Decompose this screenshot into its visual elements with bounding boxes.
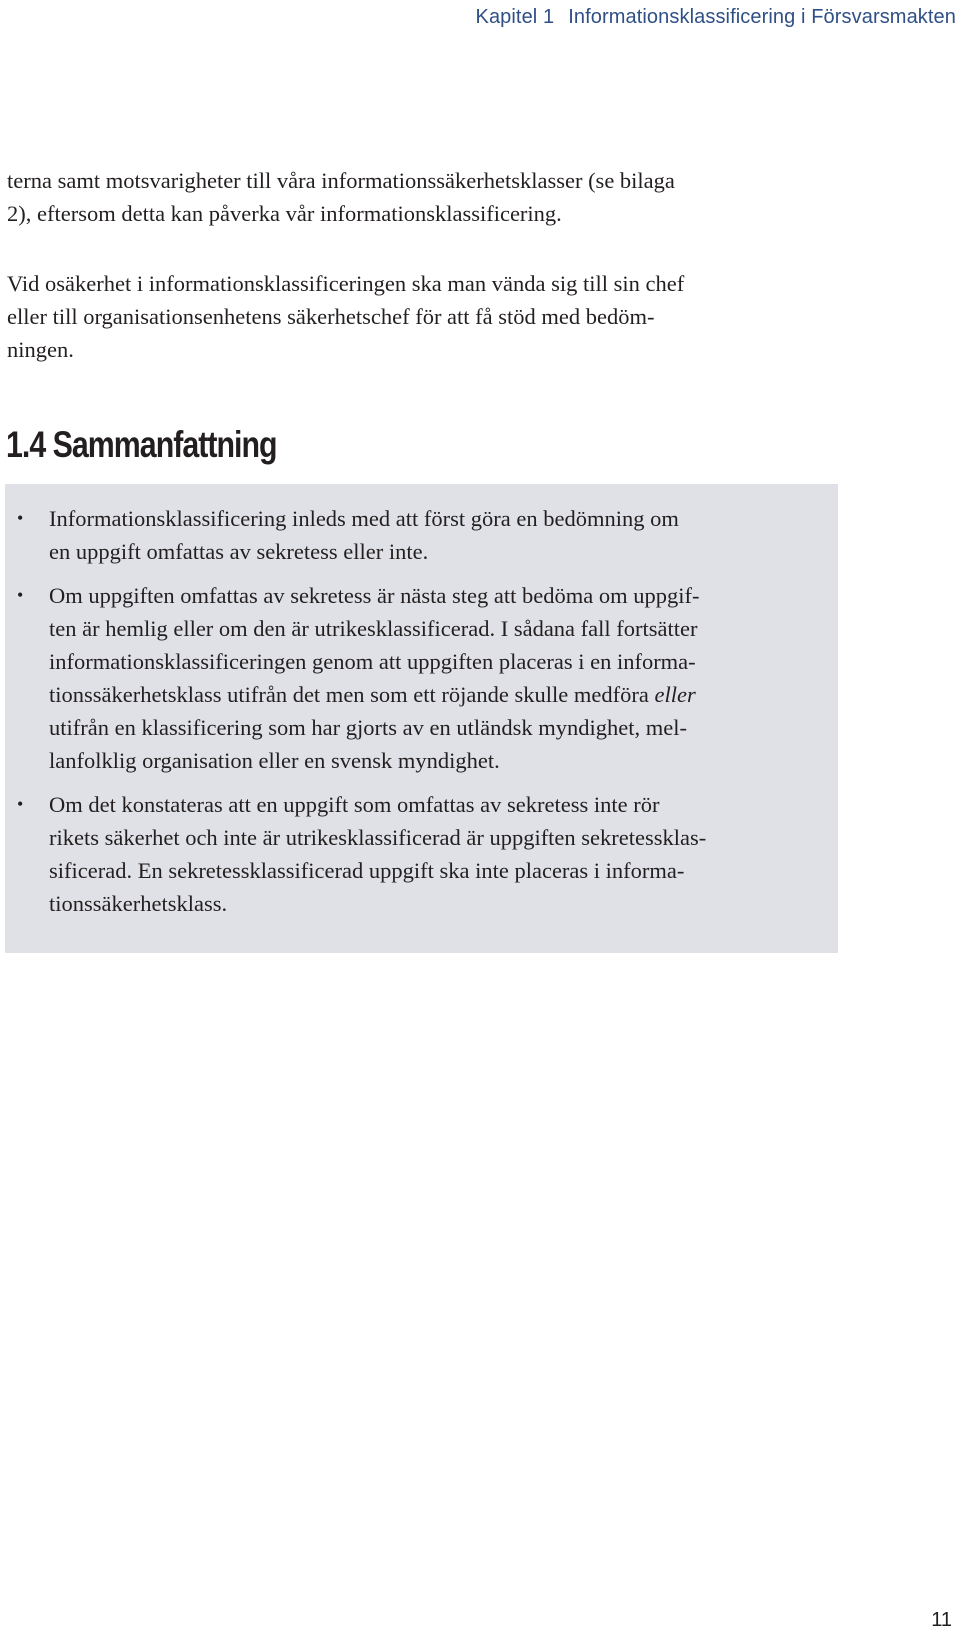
text-line: sificerad. En sekretessklassificerad uppgift ska inte placeras i informa-	[49, 858, 685, 883]
page-number: 11	[931, 1609, 952, 1631]
text-line: informationsklassificeringen genom att uppgiften placeras i en informa-	[49, 649, 696, 674]
bullet-icon: •	[17, 585, 24, 605]
text-line: lanfolklig organisation eller en svensk myndighet.	[49, 748, 500, 773]
text-line: en uppgift omfattas av sekretess eller inte.	[49, 539, 429, 564]
summary-list	[5, 502, 838, 931]
text-line: eller till organisationsenhetens säkerhetschef för att få stöd med bedöm-	[7, 304, 655, 329]
emphasis-word: eller	[654, 682, 696, 707]
bullet-icon: •	[17, 794, 24, 814]
text-line: Om uppgiften omfattas av sekretess är nästa steg att bedöma om uppgif-	[49, 583, 700, 608]
text-line: Vid osäkerhet i informationsklassificeringen ska man vända sig till sin chef	[7, 271, 685, 296]
summary-box	[5, 484, 838, 953]
section-heading: 1.4 Sammanfattning	[6, 424, 277, 465]
text-line: terna samt motsvarigheter till våra informationssäkerhetsklasser (se bilaga	[7, 168, 675, 193]
text-line: ningen.	[7, 337, 74, 362]
text-line: rikets säkerhet och inte är utrikesklassificerad är uppgiften sekretessklas-	[49, 825, 707, 850]
chapter-title: Informationsklassificering i Försvarsmakten	[568, 6, 956, 28]
text-line: 2), eftersom detta kan påverka vår informationsklassificering.	[7, 201, 562, 226]
text-line: utifrån en klassificering som har gjorts av en utländsk myndighet, mel-	[49, 715, 687, 740]
list-item	[5, 579, 838, 777]
text-line: Om det konstateras att en uppgift som omfattas av sekretess inte rör	[49, 792, 660, 817]
text-line: Informationsklassificering inleds med att först göra en bedömning om	[49, 506, 679, 531]
chapter-label: Kapitel 1	[475, 6, 555, 28]
body-paragraph	[7, 267, 837, 366]
text-line: ten är hemlig eller om den är utrikesklassificerad. I sådana fall fortsätter	[49, 616, 698, 641]
text-segment: tionssäkerhetsklass utifrån det men som ett röjande skulle medföra	[49, 682, 649, 707]
running-header	[476, 6, 957, 29]
bullet-icon: •	[17, 508, 24, 528]
text-line: tionssäkerhetsklass.	[49, 891, 228, 916]
list-item	[5, 502, 838, 568]
body-paragraph	[7, 164, 837, 230]
text-line	[49, 678, 838, 711]
list-item	[5, 788, 838, 920]
